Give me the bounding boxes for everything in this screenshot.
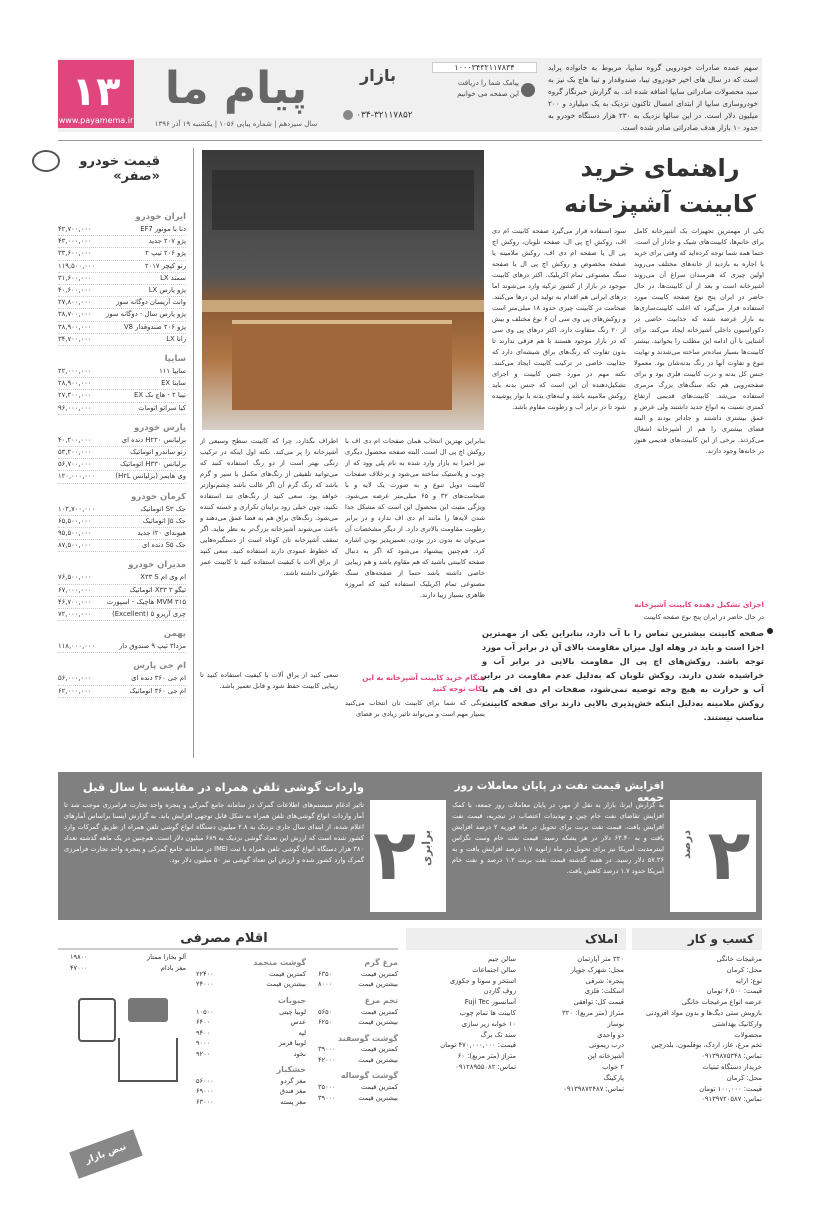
car-model: دنا با موتور EF7 bbox=[140, 225, 186, 233]
article-col-4-end: سعی کنید از یراق آلات با کیفیت استفاده کنید تا زیبایی کابینت حفظ شود و قابل تعمیر باشد. bbox=[200, 671, 338, 690]
market-badge: نبض بازار bbox=[69, 1129, 142, 1179]
car-model: ساینا EX bbox=[161, 379, 186, 388]
classified-line: سند تک برگ bbox=[480, 1030, 516, 1039]
consumer-col-b bbox=[196, 952, 306, 1107]
consumer-item: بیشترین قیمت bbox=[358, 1055, 398, 1064]
car-price: ۳۸,۹۰۰,۰۰۰ bbox=[58, 322, 92, 331]
article-col-1: یکی از مهمترین تجهیزات یک آشپزخانه کامل برای خانم‌ها، کابینت‌های شیک و جادار آن است. حتما همه شما توجه کرده‌اید که وقتی برای خرید یا اجاره به بازدید از خانه‌های مختلف می‌روید اولین چیزی که هنرمندان سراغ آن می‌روند آشپزخانه است و بعد از آن کابینت‌ها. در حال حاضر در ایران پنج نوع صفحه کابینت مورد استفاده قرار می‌گیرد که اغلب کابینت‌سازی‌ها به بازار عرضه شده که جذابیت خاصی در دکوراسیون داخلی آشپزخانه ایجاد می‌کند. برای آشنایی با آن ادامه این مطلب را بخوانید. بیشتر کابینت‌ها بسیار ساده‌تر ساخته می‌شدند و نهایت تنوع و تفاوت آنها در رنگ بدنه‌شان بود. معمولا جنس کل بدنه و درب کابینت فلزی بود و برای صفحه‌رویی هم تکه سنگ‌های بزرگ مرمری استفاده می‌شد. کابینت‌های قدیمی ارتفاع کمتری نسبت به انواع جدید داشتند ولی عرض و عمق بیشتری داشتند و جاداتر بودند و البته فضای بیشتری را هم از آشپزخانه اشغال می‌کردند. برخی از این کابینت‌های قدیمی هنوز در خانه‌ها وجود دارند. bbox=[634, 227, 764, 455]
classified-line: استخر و سونا و جکوزی bbox=[449, 976, 516, 985]
classified-line: سالن جیم bbox=[488, 955, 516, 963]
consumer-row bbox=[196, 1097, 306, 1108]
classified-line: مرغیجات خانگی bbox=[716, 955, 762, 963]
phone-text: ۰۳۴-۳۲۱۱۷۸۵۲ bbox=[356, 110, 413, 121]
consumer-items-title: اقلام مصرفی bbox=[58, 928, 398, 950]
price-row bbox=[58, 504, 186, 516]
classified-line: نوع: ارایه bbox=[735, 976, 762, 985]
classified-line: تماس: ۰۹۱۳۹۸۷۵۳۴۸ bbox=[701, 1052, 762, 1061]
consumer-item: آلو بخارا ممتاز bbox=[146, 953, 186, 961]
article-title-line-1: راهنمای خرید bbox=[580, 154, 740, 182]
consumer-price: ۳۵۰۰۰ bbox=[318, 1083, 336, 1092]
car-price: ۴۰,۶۰۰,۰۰۰ bbox=[58, 286, 92, 295]
classified-line: آشپزخانه اپن bbox=[587, 1052, 624, 1061]
classified-line: تماس: ۰۹۱۲۸۹۵۵۰۸۲ bbox=[455, 1062, 516, 1071]
classified-line: تماس: ۰۹۱۳۹۸۷۲۴۸۷ bbox=[563, 1084, 624, 1093]
consumer-price: ۶۴۰۰ bbox=[196, 1018, 211, 1027]
price-group-title: کرمان خودرو bbox=[131, 491, 186, 502]
consumer-item: مغز گردو bbox=[280, 1076, 306, 1085]
news-left-text: تاثیر ادغام سیستم‌های اطلاعات گمرک در سامانه جامع گمرکی و پنجره واحد تجارت فرامرزی موجب شد تا آمار واردات انواع گوشی‌های تلفن همراه به شکل قابل توجهی افزایش یابد. به گزارش ایسنا براساس آمارهای اعلام شده، از ابتدای سال جاری نزدیک به ۲.۸ میلیون دستگاه انواع گوشی تلفن همراه از طریق گمرکات وارد کشور شده است که ارزش این تعداد گوشی نزدیک به ۶۸۹ میلیون دلار است. هم‌چنین در یک ماهه گذشته تعداد ۳۸۰ هزار دستگاه انواع گوشی تلفن همراه با ثبت IMEI در سامانه جامع گمرکی و پنجره واحد تجارت فرامرزی گمرک وارد کشور شده و ارزش این تعداد گوشی نیز ۵۰ میلیون دلار بود. bbox=[64, 801, 364, 864]
consumer-row bbox=[196, 1086, 306, 1097]
sidebar-divider bbox=[193, 148, 194, 758]
classified-line: پنجره: شرقی bbox=[585, 976, 624, 985]
consumer-item: لوبیا چیتی bbox=[279, 1007, 306, 1016]
car-price: ۴۲,۷۰۰,۰۰۰ bbox=[58, 225, 92, 233]
price-row bbox=[58, 248, 186, 260]
price-group-title: ام جی پارس bbox=[133, 661, 186, 672]
consumer-item: کمترین قیمت bbox=[361, 969, 398, 978]
consumer-item: لپه bbox=[298, 1028, 306, 1037]
classified-line: محل: کرمان bbox=[726, 965, 762, 974]
price-row bbox=[58, 459, 186, 471]
price-row bbox=[58, 378, 186, 390]
shopping-bag-icon bbox=[78, 998, 116, 1042]
classified-line: روف گاردن bbox=[483, 987, 516, 996]
price-row bbox=[58, 447, 186, 459]
car-price: ۴۶,۷۰۰,۰۰۰ bbox=[58, 597, 92, 606]
sms-number: ۱۰۰۰۳۴۳۲۱۱۷۸۳۴ bbox=[432, 62, 537, 73]
sms-note bbox=[432, 78, 537, 120]
price-row bbox=[58, 322, 186, 334]
car-price-list bbox=[58, 204, 186, 764]
price-row bbox=[58, 334, 186, 346]
car-price: ۳۸,۷۰۰,۰۰۰ bbox=[58, 310, 92, 319]
price-row bbox=[58, 285, 186, 297]
classified-line: متراژ (متر مربع): ۳۲۰ bbox=[562, 1008, 624, 1017]
classified-line: کابینت ها تمام چوب bbox=[459, 1008, 516, 1017]
price-row bbox=[58, 609, 186, 621]
header-headline: سهم عمده صادرات خودرویی گروه سایپا، مربوط به خانواده پراید است که در سال های اخیر خودروی تیبا، صندوقدار و تیبا هاچ بک نیز به سبد محصولات صادراتی سایپا اضافه شده اند. به گزارش خبرنگار گروه خودروسازی سایپا از ابتدای امسال تاکنون نزدیک به یک میلیارد و ۲۰۰ میلیون دلار است. در این سالها نزدیک به ۲۳۰ هزار دستگاه خودرو به حدود ۱۰ بازار هدف صادراتی صادر شده است. bbox=[548, 63, 758, 132]
car-model: پژو ۲۰۶ تیپ ۲ bbox=[145, 249, 186, 258]
consumer-group-title: مرغ گرم bbox=[364, 958, 398, 967]
price-row bbox=[58, 597, 186, 609]
consumer-row bbox=[196, 1038, 306, 1049]
stat-number-left: ۲ bbox=[373, 814, 416, 896]
consumer-row bbox=[318, 969, 398, 980]
section-title: بازار bbox=[360, 66, 396, 85]
car-model: هیوندای i۲۰ جدید bbox=[137, 529, 186, 538]
car-model: پژو ۲۰۶ صندوقدار V8 bbox=[123, 322, 186, 331]
classified-line: قیمت: ۴۷۰,۰۰۰,۰۰۰ تومان bbox=[440, 1041, 516, 1050]
classified-line: محل: شهرک جوپار bbox=[570, 965, 624, 974]
price-row bbox=[58, 309, 186, 321]
classified-line: ۳۲۰ متر آپارتمان bbox=[577, 955, 624, 963]
consumer-price: ۱۹۸۰۰ bbox=[70, 953, 88, 961]
kitchen-photo bbox=[202, 150, 484, 430]
consumer-price: ۴۷۰۰۰ bbox=[70, 963, 88, 972]
phone-number bbox=[332, 110, 424, 121]
consumer-row bbox=[196, 1017, 306, 1028]
car-model: سمند LX bbox=[160, 273, 186, 282]
consumer-group-title: گوشت منجمد bbox=[253, 958, 306, 967]
newspaper-logo: پیام ما bbox=[164, 63, 308, 114]
consumer-group-title: گوشت گوساله bbox=[340, 1071, 398, 1081]
classified-line: اسکلت: فلزی bbox=[584, 987, 624, 996]
subhead-components: اجزای تشکیل دهنده کابینت آشپزخانه bbox=[634, 600, 764, 609]
car-price: ۳۴,۷۰۰,۰۰۰ bbox=[58, 334, 92, 343]
cart-icon bbox=[118, 1038, 178, 1082]
car-price: ۲۷,۸۰۰,۰۰۰ bbox=[58, 298, 92, 307]
classified-line: پارکینگ bbox=[603, 1073, 624, 1082]
car-model: چری آریزو ۵ (Excellent) bbox=[112, 610, 186, 619]
consumer-item: بیشترین قیمت bbox=[358, 1018, 398, 1027]
car-price: ۱۱۹,۵۰۰,۰۰۰ bbox=[58, 261, 96, 270]
classified-line: قیمت: ۱۰۰,۰۰۰ تومان bbox=[699, 1084, 762, 1093]
consumer-price: ۶۹۰۰۰ bbox=[196, 1087, 214, 1096]
price-group-title: ایران خودرو bbox=[135, 212, 186, 222]
consumer-item: بیشترین قیمت bbox=[358, 980, 398, 989]
consumer-item: مغز فندق bbox=[279, 1087, 306, 1096]
consumer-item: نخود bbox=[293, 1049, 306, 1058]
stat-number-right: ۲ bbox=[707, 814, 751, 896]
classified-line: دو واحدی bbox=[597, 1030, 624, 1039]
photo-island bbox=[232, 320, 452, 410]
classified-line: تخم‌ مرغ، غاز، اردک، بوقلمون، بلدرچین bbox=[651, 1041, 762, 1050]
car-price: ۸۷,۵۰۰,۰۰۰ bbox=[58, 541, 92, 550]
consumer-row bbox=[318, 1044, 398, 1055]
consumer-row bbox=[318, 1082, 398, 1093]
car-model: جک S۵ دنده ای bbox=[142, 541, 186, 550]
consumer-item: کمترین قیمت bbox=[361, 1045, 398, 1054]
consumer-item: مغز بادام bbox=[160, 963, 186, 972]
classified-line: بازویش ستی دیگ‌ها و بدون مواد افزودنی bbox=[646, 1008, 762, 1017]
consumer-item: کمترین قیمت bbox=[361, 1083, 398, 1092]
news-right-title: افزایش قیمت نفت در پایان معاملات روز جمعه bbox=[454, 780, 664, 804]
consumer-group-title: خشکبار bbox=[276, 1065, 306, 1075]
consumer-group-title: حبوبات bbox=[277, 995, 306, 1005]
car-model: ام جی ۳۶۰ اتوماتیک bbox=[129, 686, 186, 695]
card-icon bbox=[128, 998, 168, 1022]
consumer-row bbox=[318, 1055, 398, 1066]
consumer-item: کمترین قیمت bbox=[361, 1007, 398, 1016]
classified-line: قیمت کل: توافقی bbox=[573, 998, 624, 1007]
car-model: وانت آریسان دوگانه سوز bbox=[115, 298, 186, 307]
photo-counter bbox=[202, 300, 484, 312]
consumer-row bbox=[196, 969, 306, 980]
site-url[interactable]: www.payamema.ir bbox=[58, 116, 134, 125]
consumer-col-a bbox=[318, 952, 398, 1103]
car-price: ۷۶,۵۰۰,۰۰۰ bbox=[58, 573, 92, 582]
car-price: ۶۵,۵۰۰,۰۰۰ bbox=[58, 516, 92, 525]
stat-unit-right: درصد bbox=[680, 830, 693, 859]
phone-icon bbox=[343, 110, 353, 120]
classified-line: قیمت: ۶,۵۰۰ تومان bbox=[706, 987, 762, 996]
classified-line: خریدار دستگاه ثبتیات bbox=[702, 1062, 762, 1071]
price-row bbox=[58, 273, 186, 285]
classified-line: درب ریموتی bbox=[588, 1041, 624, 1050]
classifieds-estate-col-b bbox=[408, 954, 516, 1073]
price-row bbox=[58, 572, 186, 584]
car-model: ام وی ام X۳۳ S bbox=[140, 573, 186, 582]
car-price: ۲۸,۹۰۰,۰۰۰ bbox=[58, 379, 92, 388]
price-row bbox=[58, 585, 186, 597]
car-price: ۱۰۲,۷۰۰,۰۰۰ bbox=[58, 504, 96, 513]
consumer-row bbox=[196, 1007, 306, 1018]
consumer-item: مغز پسته bbox=[280, 1097, 306, 1106]
car-model: جک S۳ اتوماتیک bbox=[140, 504, 186, 513]
consumer-row bbox=[318, 1007, 398, 1018]
car-price: ۵۶,۰۰۰,۰۰۰ bbox=[58, 674, 92, 683]
car-price: ۶۷,۰۰۰,۰۰۰ bbox=[58, 585, 92, 594]
consumer-price: ۵۶۰۰۰ bbox=[196, 1076, 214, 1085]
consumer-price: ۹۰۰۰ bbox=[196, 1039, 211, 1048]
classified-line: متراژ (متر مربع): ۶۰ bbox=[457, 1052, 516, 1061]
consumer-item: بیشترین قیمت bbox=[358, 1093, 398, 1102]
car-model: پژو پارس سال - دوگانه سوز bbox=[105, 310, 186, 319]
price-row bbox=[58, 471, 186, 483]
article-col-4: اطراف بگذارد، چرا که کابینت سطح وسیعی از آشپزخانه را پر می‌کند. نکته اول اینکه در ترکیب رنگی بهتر است از دو رنگ استفاده کنید که می‌توانید تلفیقی از رنگ‌های مکمل با سیر و گرم باشد که رنگ گرم آن اگر غالب باشد چشم‌نوازتر خواهد بود. سعی کنید از رنگ‌های تند استفاده نکنید، چون خیلی زود برایتان تکراری و خسته کننده می‌شود. رنگ‌های براق هم به فضا عمق می‌دهند و باعث می‌شوند آشپزخانه بزرگ‌تر به نظر بیاید. اگر سقف آشپزخانه تان کوتاه است از دستگیره‌هایی که خطوط عمودی دارند استفاده کنید. سعی کنید از یراق آلات با کیفیت استفاده کنید تا کابینت عمر طولانی داشته باشد. bbox=[200, 437, 338, 577]
price-row bbox=[58, 261, 186, 273]
price-group-title: پارس خودرو bbox=[134, 422, 186, 433]
car-model: پژو پارس LX bbox=[148, 286, 186, 295]
price-row bbox=[58, 236, 186, 248]
classified-line: عرضه انواع مرغیجات خانگی bbox=[681, 998, 762, 1007]
consumer-item: کمترین قیمت bbox=[269, 969, 306, 978]
consumer-row bbox=[318, 979, 398, 990]
car-model: رنو کپچر ۲۰۱۷ bbox=[144, 261, 186, 270]
car-price: ۹۵,۵۰۰,۰۰۰ bbox=[58, 529, 92, 538]
car-price: ۳۳,۶۰۰,۰۰۰ bbox=[58, 249, 92, 258]
price-row bbox=[58, 641, 186, 653]
car-model: تیگو ۳ X۳۳ اتوماتیک bbox=[129, 585, 186, 594]
car-model: پژو ۲۰۷ جدید bbox=[148, 237, 186, 246]
classified-line: محصولات bbox=[734, 1030, 762, 1039]
consumer-price: ۲۲۴۰۰ bbox=[196, 969, 214, 978]
consumer-group-title: تخم مرغ bbox=[364, 995, 398, 1005]
consumer-price: ۹۲۰۰ bbox=[196, 1049, 211, 1058]
car-model: سایپا ۱۱۱ bbox=[159, 367, 186, 376]
car-price: ۱۲۰,۰۰۰,۰۰۰ bbox=[58, 472, 96, 481]
classifieds-estate-col-a bbox=[520, 954, 624, 1094]
car-model: وی هایمر (برلیانس H۲L) bbox=[115, 472, 186, 481]
classified-line: آسانسور Fuji Tec bbox=[464, 998, 516, 1007]
consumer-row bbox=[318, 1093, 398, 1104]
consumer-row bbox=[196, 979, 306, 990]
price-row bbox=[58, 297, 186, 309]
car-price: ۲۲,۰۰۰,۰۰۰ bbox=[58, 367, 92, 376]
consumer-price: ۳۹۰۰۰ bbox=[318, 1093, 336, 1102]
news-right-text: به گزارش ایرنا، بازار به نقل از مهر، در پایان معاملات روز جمعه، با کمک افزایش تقاضای نفت خام چین و تهدیدات اعتصاب در نیجریه، قیمت نفت افزایش یافت. قیمت نفت برنت برای تحویل در ماه فوریه ۲ درصد افزایش یافت و به ۶۳.۴۰ دلار در هر بشکه رسید. قیمت نفت خام وست تگزاس اینترمدیت آمریکا نیز برای تحویل در ماه ژانویه ۱.۷ درصد افزایش یافت و به ۵۷.۳۶ دلار رسید. در هفته گذشته قیمت نفت برنت ۱.۲ درصد و نفت خام آمریکا حدود ۱.۷ درصد کاهش یافت. bbox=[452, 801, 664, 875]
price-group-title: مدیران خودرو bbox=[128, 560, 186, 571]
classified-line: سالن اجتماعات bbox=[472, 965, 516, 974]
car-price: ۷۲,۰۰۰,۰۰۰ bbox=[58, 610, 92, 619]
article-title bbox=[560, 150, 760, 222]
car-price: ۶۲,۰۰۰,۰۰۰ bbox=[58, 686, 92, 695]
classified-line: نوساز bbox=[607, 1019, 624, 1028]
car-price: ۳۱,۶۰۰,۰۰۰ bbox=[58, 273, 92, 282]
car-model: برلیانس H۳۳۰ اتوماتیک bbox=[120, 460, 186, 469]
price-row bbox=[58, 390, 186, 402]
price-row bbox=[58, 528, 186, 540]
consumer-price: ۴۲۰۰۰ bbox=[318, 1055, 336, 1064]
article-lead: صفحه کابینت بیشترین تماس را با آب دارد، بنابراین یکی از مهمترین اجزا است و باید در وهله اول میزان مقاومت بالای آن در برابر آب مورد توجه باشد. روکش‌های اچ پی ال مقاومت بالایی در برابر آب و خراشیده شدن دارند. روکش تلوبان که به‌دلیل عدم مقاومت در برابر آب و حرارت به هیچ وجه توصیه نمی‌شود، صفحات ام دی اف هم با روکش ملامینه به‌دلیل اینکه خش‌پذیری بالایی دارند برای صفحه کابینت مناسب نیستند. bbox=[482, 628, 764, 722]
consumer-group-title: گوشت گوسفند bbox=[338, 1033, 398, 1043]
car-model: رنو ساندرو اتوماتیک bbox=[130, 448, 186, 457]
lead-bullet bbox=[767, 628, 773, 634]
consumer-price: ۶۲۵۰ bbox=[318, 1018, 333, 1027]
consumer-item: بیشترین قیمت bbox=[266, 980, 306, 989]
page-number: ۱۳ bbox=[58, 60, 134, 128]
issue-info: سال سیزدهم | شماره پیاپی ۱۰۵۶ | یکشنبه ۱۹ آذر ۱۳۹۶ bbox=[154, 120, 318, 128]
car-price: ۹۶,۰۰۰,۰۰۰ bbox=[58, 403, 92, 412]
car-model: رانا LX bbox=[166, 334, 186, 343]
subhead-components-text: در حال حاضر در ایران پنج نوع صفحه کابینت bbox=[643, 613, 764, 621]
car-prices-title: قیمت خودرو «صفر» bbox=[79, 154, 160, 184]
car-model: جک J۵ اتوماتیک bbox=[142, 516, 186, 525]
classifieds-job-list bbox=[632, 954, 762, 1105]
classified-line: وارکانیک بهداشتی bbox=[712, 1019, 762, 1028]
car-model: کیا سراتو اتومات bbox=[138, 403, 186, 412]
classified-line: ۲ خواب bbox=[602, 1062, 624, 1071]
consumer-row bbox=[70, 963, 186, 974]
car-model: ام جی ۳۶۰ دنده ای bbox=[131, 674, 186, 683]
article-col-3-end: رنگی که شما برای کابینت تان انتخاب می‌کنید بسیار مهم است و می‌تواند تاثیر زیادی بر فضای bbox=[345, 699, 485, 718]
car-model: تیبا ۲ - هاچ بک EX bbox=[134, 391, 186, 400]
classified-line: تماس: ۰۹۱۳۹۷۲۰۵۸۷ bbox=[701, 1095, 762, 1104]
classifieds-job-title: کسب و کار bbox=[632, 928, 762, 950]
consumer-price: ۱۰۵۰۰ bbox=[196, 1007, 214, 1016]
consumer-price: ۶۳۰۰۰ bbox=[196, 1097, 214, 1106]
consumer-price: ۲۴۰۰۰ bbox=[196, 980, 214, 989]
car-price: ۴۰,۲۰۰,۰۰۰ bbox=[58, 435, 92, 444]
price-row bbox=[58, 403, 186, 415]
consumer-row bbox=[196, 1076, 306, 1087]
price-row bbox=[58, 516, 186, 528]
price-group-title: بهمن bbox=[163, 629, 186, 640]
article-col-3: بنابراین بهترین انتخاب همان صفحات ام دی اف با روکش اچ پی ال است. البته صفحه محصول دیگری نیز اخیرا به بازار وارد شده به نام پلی وود که از چوب و پلاستیک ساخته می‌شود و برخلاف صفحات کابینت دوبل تنوع و به صورت یک لایه و با ضخامت‌های ۳۲ و ۶۵ میلی‌متر عرضه می‌شود. ویژگی مثبت این محصول این است که مشکل جدا شدن لایه‌ها را مانند ام دی اف ندارد و در برابر رطوبت مقاومت بالاتری دارد. از دیگر مشخصات آن می‌توان به بدون درز بودن، تعمیرپذیر بودن اشاره کرد. هم‌چنین پیشنهاد می‌شود که اگر به دنبال صفحه کابینتی باشید که هم مقاوم باشد و هم زیبایی خاصی داشته باشد حتما از صفحه‌های سنگ مصنوعی تمام اکریلیک استفاده کنید که امروزه ظاهری بسیار زیبا دارند. bbox=[345, 437, 485, 599]
car-model: برلیانس H۲۲۰ دنده ای bbox=[121, 435, 186, 444]
consumer-price: ۶۳۵۰ bbox=[318, 969, 333, 978]
price-group-title: سایپا bbox=[164, 354, 186, 365]
price-row bbox=[58, 224, 186, 236]
car-price: ۱۱۸,۰۰۰,۰۰۰ bbox=[58, 642, 96, 651]
classified-line: محل: کرمان bbox=[726, 1073, 762, 1082]
classifieds-estate-title: املاک bbox=[406, 928, 626, 950]
consumer-price: ۵۶۵۰ bbox=[318, 1007, 333, 1016]
article-title-line-2: کابینت آشپزخانه bbox=[564, 190, 756, 218]
car-price: ۲۷,۳۰۰,۰۰۰ bbox=[58, 391, 92, 400]
consumer-row bbox=[196, 1028, 306, 1039]
price-row bbox=[58, 435, 186, 447]
classified-line: ۱۰ خوابه زیر سازی bbox=[461, 1019, 516, 1028]
consumer-row bbox=[70, 952, 186, 963]
stat-unit-left: برابری bbox=[420, 830, 433, 866]
consumer-item: لوبیا قرمز bbox=[278, 1039, 306, 1048]
consumer-price: ۸۰۰۰ bbox=[318, 980, 333, 989]
consumer-item: عدس bbox=[290, 1018, 306, 1027]
car-model: مزدا۳ تیپ ۹ صندوق دار bbox=[118, 642, 186, 651]
price-row bbox=[58, 540, 186, 552]
photo-shelf bbox=[212, 170, 474, 230]
market-illustration bbox=[68, 988, 184, 1108]
sms-line-1: پیامک شما را دریافت bbox=[457, 79, 519, 87]
consumer-col-c bbox=[70, 952, 186, 973]
consumer-row bbox=[318, 1017, 398, 1028]
subhead-tips: هنگام خرید کابینت آشپزخانه به این نکات توجه کنید bbox=[362, 673, 485, 693]
car-model: MVM ۳۱۵ هاچبک - اسپورت bbox=[106, 597, 186, 606]
consumer-price: ۳۹۰۰۰ bbox=[318, 1045, 336, 1054]
consumer-row bbox=[196, 1049, 306, 1060]
price-row bbox=[58, 686, 186, 698]
price-row bbox=[58, 673, 186, 685]
sms-line-2: این صفحه می خوانیم bbox=[457, 90, 519, 98]
car-price: ۵۳,۲۰۰,۰۰۰ bbox=[58, 448, 92, 457]
car-price: ۴۳,۰۰۰,۰۰۰ bbox=[58, 237, 92, 246]
divider bbox=[58, 140, 762, 141]
car-price: ۵۶,۷۰۰,۰۰۰ bbox=[58, 460, 92, 469]
price-row bbox=[58, 366, 186, 378]
consumer-price: ۹۴۰۰ bbox=[196, 1028, 211, 1037]
sms-icon bbox=[521, 83, 535, 97]
article-col-2: سود استفاده قرار می‌گیرد صفحه کابینت ام دی اف، روکش اچ پی ال، صفحه تلوبان، روکش اچ پی ال یا صفحه ام دی اف، روکش ملامینه یا صفحه مخصوص و روکش اچ پی ال یا صفحه سنگ مصنوعی تمام اکریلیک. اکثر درهای کابینت موجود در بازار از کشور ترکیه وارد می‌شوند اما درهای ایرانی هم اقدام به تولید این درها می‌کنند. ضخامت در کابینت چیزی حدود ۱۸ میلی‌متر است و روکش‌های پی وی سی آن ۶ نوع مختلف و بیش از ۲۰ رنگ متفاوت دارد. اکثر درهای پی وی سی که در بازار موجود هستند با هم فرقی ندارند تا بدون تفاوت که رنگ‌های براق شیشه‌ای دارد که جذابیت خاصی در ترکیب کابینت ایجاد می‌کنند. نکته مهم در مورد جنس کابینت و اجزای تشکیل‌دهنده آن این است که جنس بدنه باید روکش ملامینه باشد و لبه‌های بدنه با نوار پوشیده شود تا در برابر آب و رطوبت مقاوم باشد. bbox=[492, 227, 626, 411]
news-left-title: واردات گوشی تلفن همراه در مقایسه با سال قبل bbox=[82, 780, 364, 794]
